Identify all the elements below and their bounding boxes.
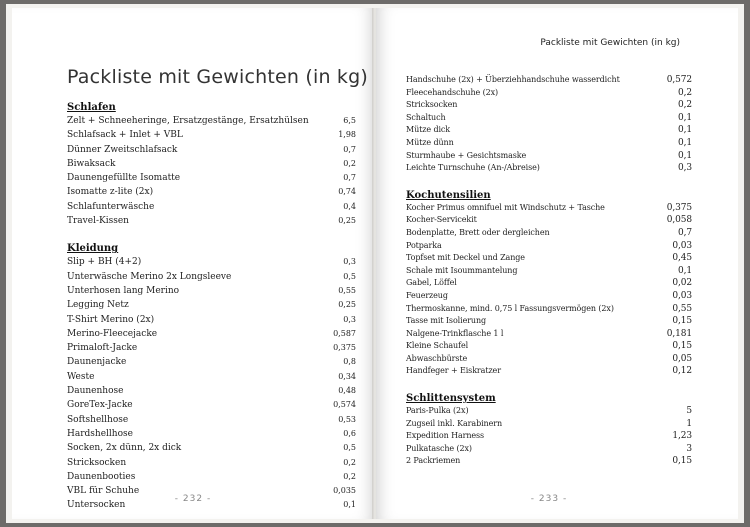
- item-name: Stricksocken: [406, 100, 458, 110]
- packlist-section: [67, 242, 356, 512]
- item-weight: 0,2: [677, 87, 692, 98]
- packlist-item: [406, 202, 692, 215]
- item-weight: 0,587: [333, 328, 356, 338]
- item-weight: 0,375: [333, 343, 356, 353]
- item-name: Daunenbooties: [67, 471, 136, 482]
- item-name: Zelt + Schneeheringe, Ersatzgestänge, Ersatzhülsen: [67, 116, 309, 126]
- item-name: Legging Netz: [67, 300, 129, 311]
- item-weight: 0,1: [677, 125, 692, 136]
- item-weight: 0,25: [338, 300, 356, 310]
- packlist-item: [406, 303, 692, 316]
- item-weight: 0,2: [343, 158, 356, 168]
- item-weight: 0,48: [338, 386, 356, 396]
- item-weight: 0,1: [677, 150, 692, 161]
- item-name: 2 Packriemen: [406, 456, 461, 466]
- item-name: Feuerzeug: [406, 290, 448, 300]
- packlist-item: [406, 74, 692, 87]
- item-weight: 0,035: [333, 486, 356, 496]
- packlist-item: [406, 418, 692, 431]
- item-weight: 0,6: [343, 428, 356, 438]
- packlist-item: [67, 398, 356, 412]
- packlist-section: [67, 101, 356, 228]
- item-name: Slip + BH (4+2): [67, 257, 142, 268]
- item-name: Bodenplatte, Brett oder dergleichen: [406, 227, 550, 237]
- item-weight: 0,55: [672, 303, 692, 314]
- packlist-item: [67, 157, 356, 171]
- packlist-item: [406, 137, 692, 150]
- item-name: Daunengefüllte Isomatte: [67, 173, 181, 184]
- packlist-item: [406, 252, 692, 265]
- packlist-item: [67, 470, 356, 484]
- item-name: Daunenhose: [67, 386, 124, 397]
- section-heading: Schlafen: [67, 102, 116, 113]
- item-name: Topfset mit Deckel und Zange: [406, 253, 525, 263]
- packlist-item: [67, 128, 356, 142]
- item-weight: 0,3: [343, 314, 356, 324]
- packlist-item: [406, 328, 692, 341]
- item-name: Daunenjacke: [67, 357, 127, 368]
- packlist-item: [67, 171, 356, 185]
- item-weight: 0,3: [343, 257, 356, 267]
- right-page-list: [406, 74, 692, 468]
- item-weight: 0,1: [677, 265, 692, 276]
- packlist-item: [67, 185, 356, 199]
- item-name: Isomatte z-lite (2x): [67, 187, 154, 198]
- item-name: Paris-Pulka (2x): [406, 406, 469, 416]
- packlist-section: [406, 189, 692, 378]
- item-name: Sturmhaube + Gesichtsmaske: [406, 150, 527, 160]
- packlist-item: [67, 413, 356, 427]
- item-name: Tasse mit Isolierung: [406, 316, 487, 326]
- item-weight: 1: [686, 418, 692, 429]
- item-name: Untersocken: [67, 500, 126, 511]
- packlist-item: [67, 427, 356, 441]
- item-name: Unterwäsche Merino 2x Longsleeve: [67, 271, 232, 282]
- packlist-item: [67, 327, 356, 341]
- packlist-item: [406, 353, 692, 366]
- item-name: Hardshellhose: [67, 428, 133, 439]
- item-weight: 0,7: [343, 144, 356, 154]
- packlist-item: [406, 405, 692, 418]
- left-page: [12, 8, 374, 519]
- packlist-item: [67, 370, 356, 384]
- packlist-item: [406, 365, 692, 378]
- item-weight: 6,5: [343, 116, 356, 125]
- packlist-item: [67, 270, 356, 284]
- section-heading: Kleidung: [67, 243, 119, 255]
- item-weight: 0,375: [666, 202, 692, 213]
- item-name: Stricksocken: [67, 457, 127, 468]
- item-name: Kleine Schaufel: [406, 341, 469, 351]
- packlist-item: [406, 112, 692, 125]
- item-name: Expedition Harness: [406, 431, 485, 441]
- item-name: Schlafsack + Inlet + VBL: [67, 130, 183, 141]
- item-name: Zugseil inkl. Karabinern: [406, 418, 503, 428]
- item-name: Unterhosen lang Merino: [67, 285, 180, 296]
- item-name: Handschuhe (2x) + Überziehhandschuhe wasserdicht: [406, 75, 620, 84]
- item-name: Thermoskanne, mind. 0,75 l Fassungsvermögen (2x): [406, 303, 614, 313]
- packlist-item: [406, 277, 692, 290]
- item-weight: 5: [686, 406, 692, 417]
- packlist-item: [406, 315, 692, 328]
- item-weight: 0,5: [343, 271, 356, 281]
- item-weight: 0,53: [338, 414, 356, 424]
- item-weight: 0,03: [672, 290, 692, 301]
- packlist-section: [406, 74, 692, 175]
- open-book: [6, 4, 744, 523]
- packlist-item: [67, 200, 356, 214]
- item-weight: 0,4: [343, 201, 356, 211]
- packlist-item: [67, 114, 356, 128]
- item-weight: 0,55: [338, 285, 356, 295]
- item-name: Schale mit Isoummantelung: [406, 265, 518, 275]
- packlist-item: [406, 455, 692, 468]
- item-weight: 0,058: [666, 215, 692, 226]
- item-weight: 0,15: [672, 456, 692, 467]
- item-name: Potparka: [406, 240, 442, 250]
- packlist-item: [406, 240, 692, 253]
- item-weight: 0,2: [677, 100, 692, 111]
- item-name: Primaloft-Jacke: [67, 343, 138, 354]
- item-name: Kocher-Servicekit: [406, 215, 477, 225]
- item-weight: 0,45: [672, 253, 692, 264]
- item-weight: 0,25: [338, 216, 356, 226]
- right-page: [376, 8, 738, 519]
- packlist-item: [406, 290, 692, 303]
- item-weight: 0,574: [333, 400, 356, 410]
- packlist-item: [67, 214, 356, 228]
- packlist-item: [67, 284, 356, 298]
- packlist-item: [406, 150, 692, 163]
- packlist-item: [67, 456, 356, 470]
- packlist-item: [406, 124, 692, 137]
- item-name: Fleecehandschuhe (2x): [406, 87, 499, 97]
- packlist-item: [406, 340, 692, 353]
- packlist-item: [67, 143, 356, 157]
- item-name: Mütze dünn: [406, 137, 454, 147]
- item-weight: 0,05: [672, 353, 692, 364]
- item-name: Socken, 2x dünn, 2x dick: [67, 443, 182, 454]
- item-weight: 0,1: [677, 137, 692, 148]
- item-weight: 0,74: [338, 187, 356, 197]
- packlist-item: [67, 355, 356, 369]
- packlist-item: [406, 227, 692, 240]
- item-weight: 0,12: [672, 366, 692, 377]
- item-name: GoreTex-Jacke: [67, 400, 133, 411]
- item-name: Mütze dick: [406, 125, 451, 135]
- item-name: T-Shirt Merino (2x): [67, 314, 155, 325]
- item-weight: 0,3: [677, 163, 692, 174]
- item-name: Pulkatasche (2x): [406, 443, 472, 453]
- section-heading: Kochutensilien: [406, 189, 491, 201]
- item-name: Schlafunterwäsche: [67, 201, 155, 212]
- item-name: Abwaschbürste: [406, 353, 468, 363]
- packlist-item: [67, 441, 356, 455]
- page-number: - 232 -: [174, 494, 212, 504]
- item-weight: 0,34: [338, 371, 356, 381]
- running-head: Packliste mit Gewichten (in kg): [540, 38, 680, 48]
- item-weight: 0,7: [677, 227, 692, 238]
- item-weight: 0,7: [343, 173, 356, 183]
- packlist-item: [406, 87, 692, 100]
- item-name: Merino-Fleecejacke: [67, 328, 158, 339]
- item-weight: 0,15: [672, 316, 692, 327]
- packlist-item: [406, 265, 692, 278]
- item-weight: 0,15: [672, 341, 692, 352]
- item-weight: 0,1: [677, 112, 692, 123]
- item-weight: 0,5: [343, 443, 356, 453]
- item-name: VBL für Schuhe: [67, 486, 140, 497]
- item-name: Kocher Primus omnifuel mit Windschutz + Tasche: [406, 202, 605, 212]
- item-name: Biwaksack: [67, 158, 116, 169]
- page-number: - 233 -: [530, 494, 568, 504]
- item-weight: 0,02: [672, 278, 692, 289]
- item-name: Handfeger + Eiskratzer: [406, 366, 501, 376]
- item-weight: 0,181: [666, 328, 692, 339]
- page-title: Packliste mit Gewichten (in kg): [67, 66, 368, 88]
- item-name: Weste: [67, 371, 95, 382]
- item-name: Nalgene-Trinkflasche 1 l: [406, 328, 504, 338]
- packlist-item: [67, 313, 356, 327]
- item-name: Leichte Turnschuhe (An-/Abreise): [406, 163, 540, 173]
- item-weight: 0,1: [343, 500, 356, 510]
- item-weight: 3: [686, 443, 692, 454]
- packlist-item: [406, 443, 692, 456]
- item-weight: 0,2: [343, 471, 356, 481]
- packlist-item: [67, 341, 356, 355]
- packlist-item: [67, 384, 356, 398]
- item-weight: 0,03: [672, 240, 692, 251]
- packlist-item: [67, 298, 356, 312]
- packlist-item: [406, 99, 692, 112]
- item-weight: 0,2: [343, 457, 356, 467]
- packlist-item: [67, 255, 356, 269]
- item-name: Gabel, Löffel: [406, 278, 457, 288]
- packlist-item: [406, 214, 692, 227]
- packlist-section: [406, 392, 692, 468]
- item-name: Schaltuch: [406, 112, 446, 122]
- item-name: Travel-Kissen: [67, 216, 129, 227]
- item-weight: 1,23: [672, 431, 692, 442]
- packlist-item: [406, 162, 692, 175]
- item-name: Softshellhose: [67, 414, 129, 425]
- item-weight: 0,572: [666, 75, 692, 85]
- item-name: Dünner Zweitschlafsack: [67, 144, 178, 155]
- left-page-list: [67, 101, 356, 513]
- item-weight: 0,8: [343, 357, 356, 367]
- packlist-item: [406, 430, 692, 443]
- section-heading: Schlittensystem: [406, 393, 496, 405]
- item-weight: 1,98: [338, 130, 356, 140]
